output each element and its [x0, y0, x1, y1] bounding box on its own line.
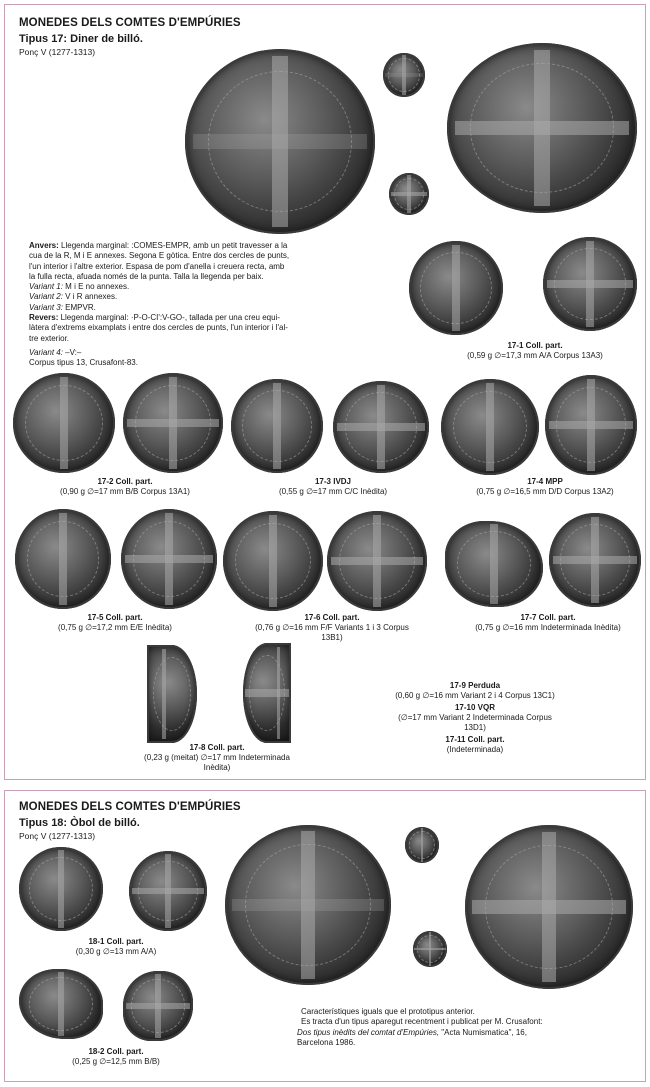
caption-detail-2: 13B1): [321, 633, 343, 642]
caption-detail-2: Inèdita): [203, 763, 231, 772]
caption-17-5: [25, 613, 205, 633]
revers-text-3: tre exterior.: [29, 333, 70, 343]
coin-17-3-reverse: [333, 381, 429, 473]
caption-detail: (0,30 g ∅=13 mm A/A): [75, 947, 157, 956]
coin-17-2-reverse: [123, 373, 223, 473]
caption-18-1: [41, 937, 191, 957]
caption-17-2: [25, 477, 225, 497]
panel-tipus-18: [4, 790, 646, 1082]
coin-17-3-obverse: [231, 379, 323, 473]
caption-id: 17-9 Perduda: [449, 681, 501, 690]
panel-reign: Ponç V (1277-1313): [19, 47, 96, 57]
caption-detail: (0,76 g ∅=16 mm F/F Variants 1 i 3 Corpus: [255, 623, 409, 632]
caption-detail: (0,55 g ∅=17 mm C/C Inèdita): [278, 487, 388, 496]
caption-17-9: [375, 681, 575, 701]
coin-18-small-obverse-photo: [405, 827, 439, 863]
caption-detail: (0,59 g ∅=17,3 mm A/A Corpus 13A3): [467, 351, 603, 360]
coin-17-8-obverse-half: [147, 645, 197, 743]
coin-18-2-obverse: [19, 969, 103, 1039]
coin-17-4-obverse: [441, 379, 539, 475]
caption-id: 17-4 MPP: [527, 477, 563, 486]
revers-text-2: làtera d'extrems eixamplats i entre dos cercles de punts, l'un interior i l'al-: [29, 323, 288, 333]
caption-id: 17-10 VQR: [454, 703, 496, 712]
type-18-note: [297, 1007, 637, 1048]
anvers-text-1: Llegenda marginal: :COMES-EMPR, amb un petit travesser a la: [58, 241, 288, 250]
panel-subtitle: Tipus 18: Òbol de billó.: [19, 817, 140, 829]
note-line-4: Barcelona 1986.: [297, 1037, 356, 1047]
panel-header: MONEDES DELS COMTES D'EMPÚRIES: [19, 801, 241, 813]
caption-17-3: [243, 477, 423, 497]
caption-17-11: [375, 735, 575, 755]
caption-detail-2: 13D1): [464, 723, 486, 732]
coin-17-small-reverse-photo: [389, 173, 429, 215]
coin-18-2-reverse: [123, 971, 193, 1041]
anvers-text-4: la fulla recta, afuada només de la punta. Talla la llegenda per baix.: [29, 271, 264, 281]
caption-id: 17-8 Coll. part.: [189, 743, 245, 752]
coin-17-6-obverse: [223, 511, 323, 611]
coin-18-large-obverse-photo: [225, 825, 391, 985]
caption-detail: (0,75 g ∅=16 mm Indeterminada Inèdita): [475, 623, 621, 632]
note-line-2: Es tracta d'un tipus aparegut recentment i publicat per M. Crusafont:: [301, 1017, 543, 1027]
note-line-3: "Acta Numismatica", 16,: [439, 1027, 527, 1037]
coin-17-1-reverse: [543, 237, 637, 331]
variant-4-label: Variant 4:: [29, 347, 63, 357]
variant-4-text: –V:–: [62, 347, 82, 357]
caption-id: 17-5 Coll. part.: [87, 613, 143, 622]
caption-17-1: [435, 341, 635, 361]
caption-id: 17-7 Coll. part.: [520, 613, 576, 622]
caption-17-6: [227, 613, 437, 643]
caption-17-4: [447, 477, 643, 497]
panel-reign: Ponç V (1277-1313): [19, 831, 96, 841]
corpus-reference: Corpus tipus 13, Crusafont-83.: [29, 358, 138, 368]
coin-18-1-obverse: [19, 847, 103, 931]
coin-17-6-reverse: [327, 511, 427, 611]
panel-header: MONEDES DELS COMTES D'EMPÚRIES: [19, 17, 241, 29]
caption-17-7: [453, 613, 643, 633]
coin-18-small-reverse-photo: [413, 931, 447, 967]
variant-2-text: V i R annexes.: [62, 292, 118, 302]
caption-id: 17-11 Coll. part.: [445, 735, 505, 744]
variant-3-label: Variant 3:: [29, 302, 63, 312]
note-line-1: Característiques iguals que el prototipus anterior.: [301, 1007, 475, 1016]
caption-id: 18-1 Coll. part.: [88, 937, 144, 946]
caption-id: 17-3 IVDJ: [314, 477, 352, 486]
caption-17-8: [117, 743, 317, 773]
coin-18-1-reverse: [129, 851, 207, 931]
panel-tipus-17: [4, 4, 646, 780]
coin-17-7-reverse: [549, 513, 641, 607]
caption-id: 17-2 Coll. part.: [97, 477, 153, 486]
coin-17-large-obverse-photo: [185, 49, 375, 234]
caption-detail: (∅=17 mm Variant 2 Indeterminada Corpus: [398, 713, 552, 722]
coin-18-large-reverse-photo: [465, 825, 633, 989]
type-description: [29, 241, 389, 369]
anvers-text-2: cua de la R, M i E annexes. Segona E gòtica. Entre dos cercles de punts,: [29, 251, 290, 261]
caption-detail: (0,25 g ∅=12,5 mm B/B): [72, 1057, 160, 1066]
coin-17-4-reverse: [545, 375, 637, 475]
variant-3-text: EMPVR.: [62, 302, 96, 312]
coin-17-large-reverse-photo: [447, 43, 637, 213]
caption-id: 18-2 Coll. part.: [88, 1047, 144, 1056]
anvers-label: Anvers:: [29, 241, 59, 250]
caption-17-10: [375, 703, 575, 733]
caption-detail: (Indeterminada): [446, 745, 504, 754]
coin-17-small-obverse-photo: [383, 53, 425, 97]
caption-detail: (0,75 g ∅=16,5 mm D/D Corpus 13A2): [476, 487, 614, 496]
coin-17-1-obverse: [409, 241, 503, 335]
variant-2-label: Variant 2:: [29, 292, 63, 302]
caption-detail: (0,75 g ∅=17,2 mm E/E Inèdita): [58, 623, 172, 632]
coin-17-5-obverse: [15, 509, 111, 609]
coin-17-7-obverse: [445, 521, 543, 607]
caption-id: 17-1 Coll. part.: [507, 341, 563, 350]
note-publication-title: Dos tipus inèdits del comtat d'Empúries,: [297, 1027, 440, 1037]
revers-text-1: Llegenda marginal: ·P-O-CI':V-GO-, tallada per una creu equi-: [58, 313, 280, 323]
variant-1-label: Variant 1:: [29, 282, 63, 292]
anvers-text-3: l'un interior i l'altre exterior. Espasa de pom d'anella i creuera recta, amb: [29, 261, 285, 271]
caption-detail: (0,23 g (meitat) ∅=17 mm Indeterminada: [144, 753, 290, 762]
caption-id: 17-6 Coll. part.: [304, 613, 360, 622]
revers-label: Revers:: [29, 313, 59, 323]
caption-detail: (0,90 g ∅=17 mm B/B Corpus 13A1): [60, 487, 190, 496]
caption-18-2: [41, 1047, 191, 1067]
coin-17-8-reverse-half: [243, 643, 291, 743]
variant-1-text: M i E no annexes.: [62, 282, 130, 292]
panel-subtitle: Tipus 17: Diner de billó.: [19, 33, 143, 45]
coin-17-2-obverse: [13, 373, 115, 473]
caption-detail: (0,60 g ∅=16 mm Variant 2 i 4 Corpus 13C1): [395, 691, 555, 700]
coin-17-5-reverse: [121, 509, 217, 609]
